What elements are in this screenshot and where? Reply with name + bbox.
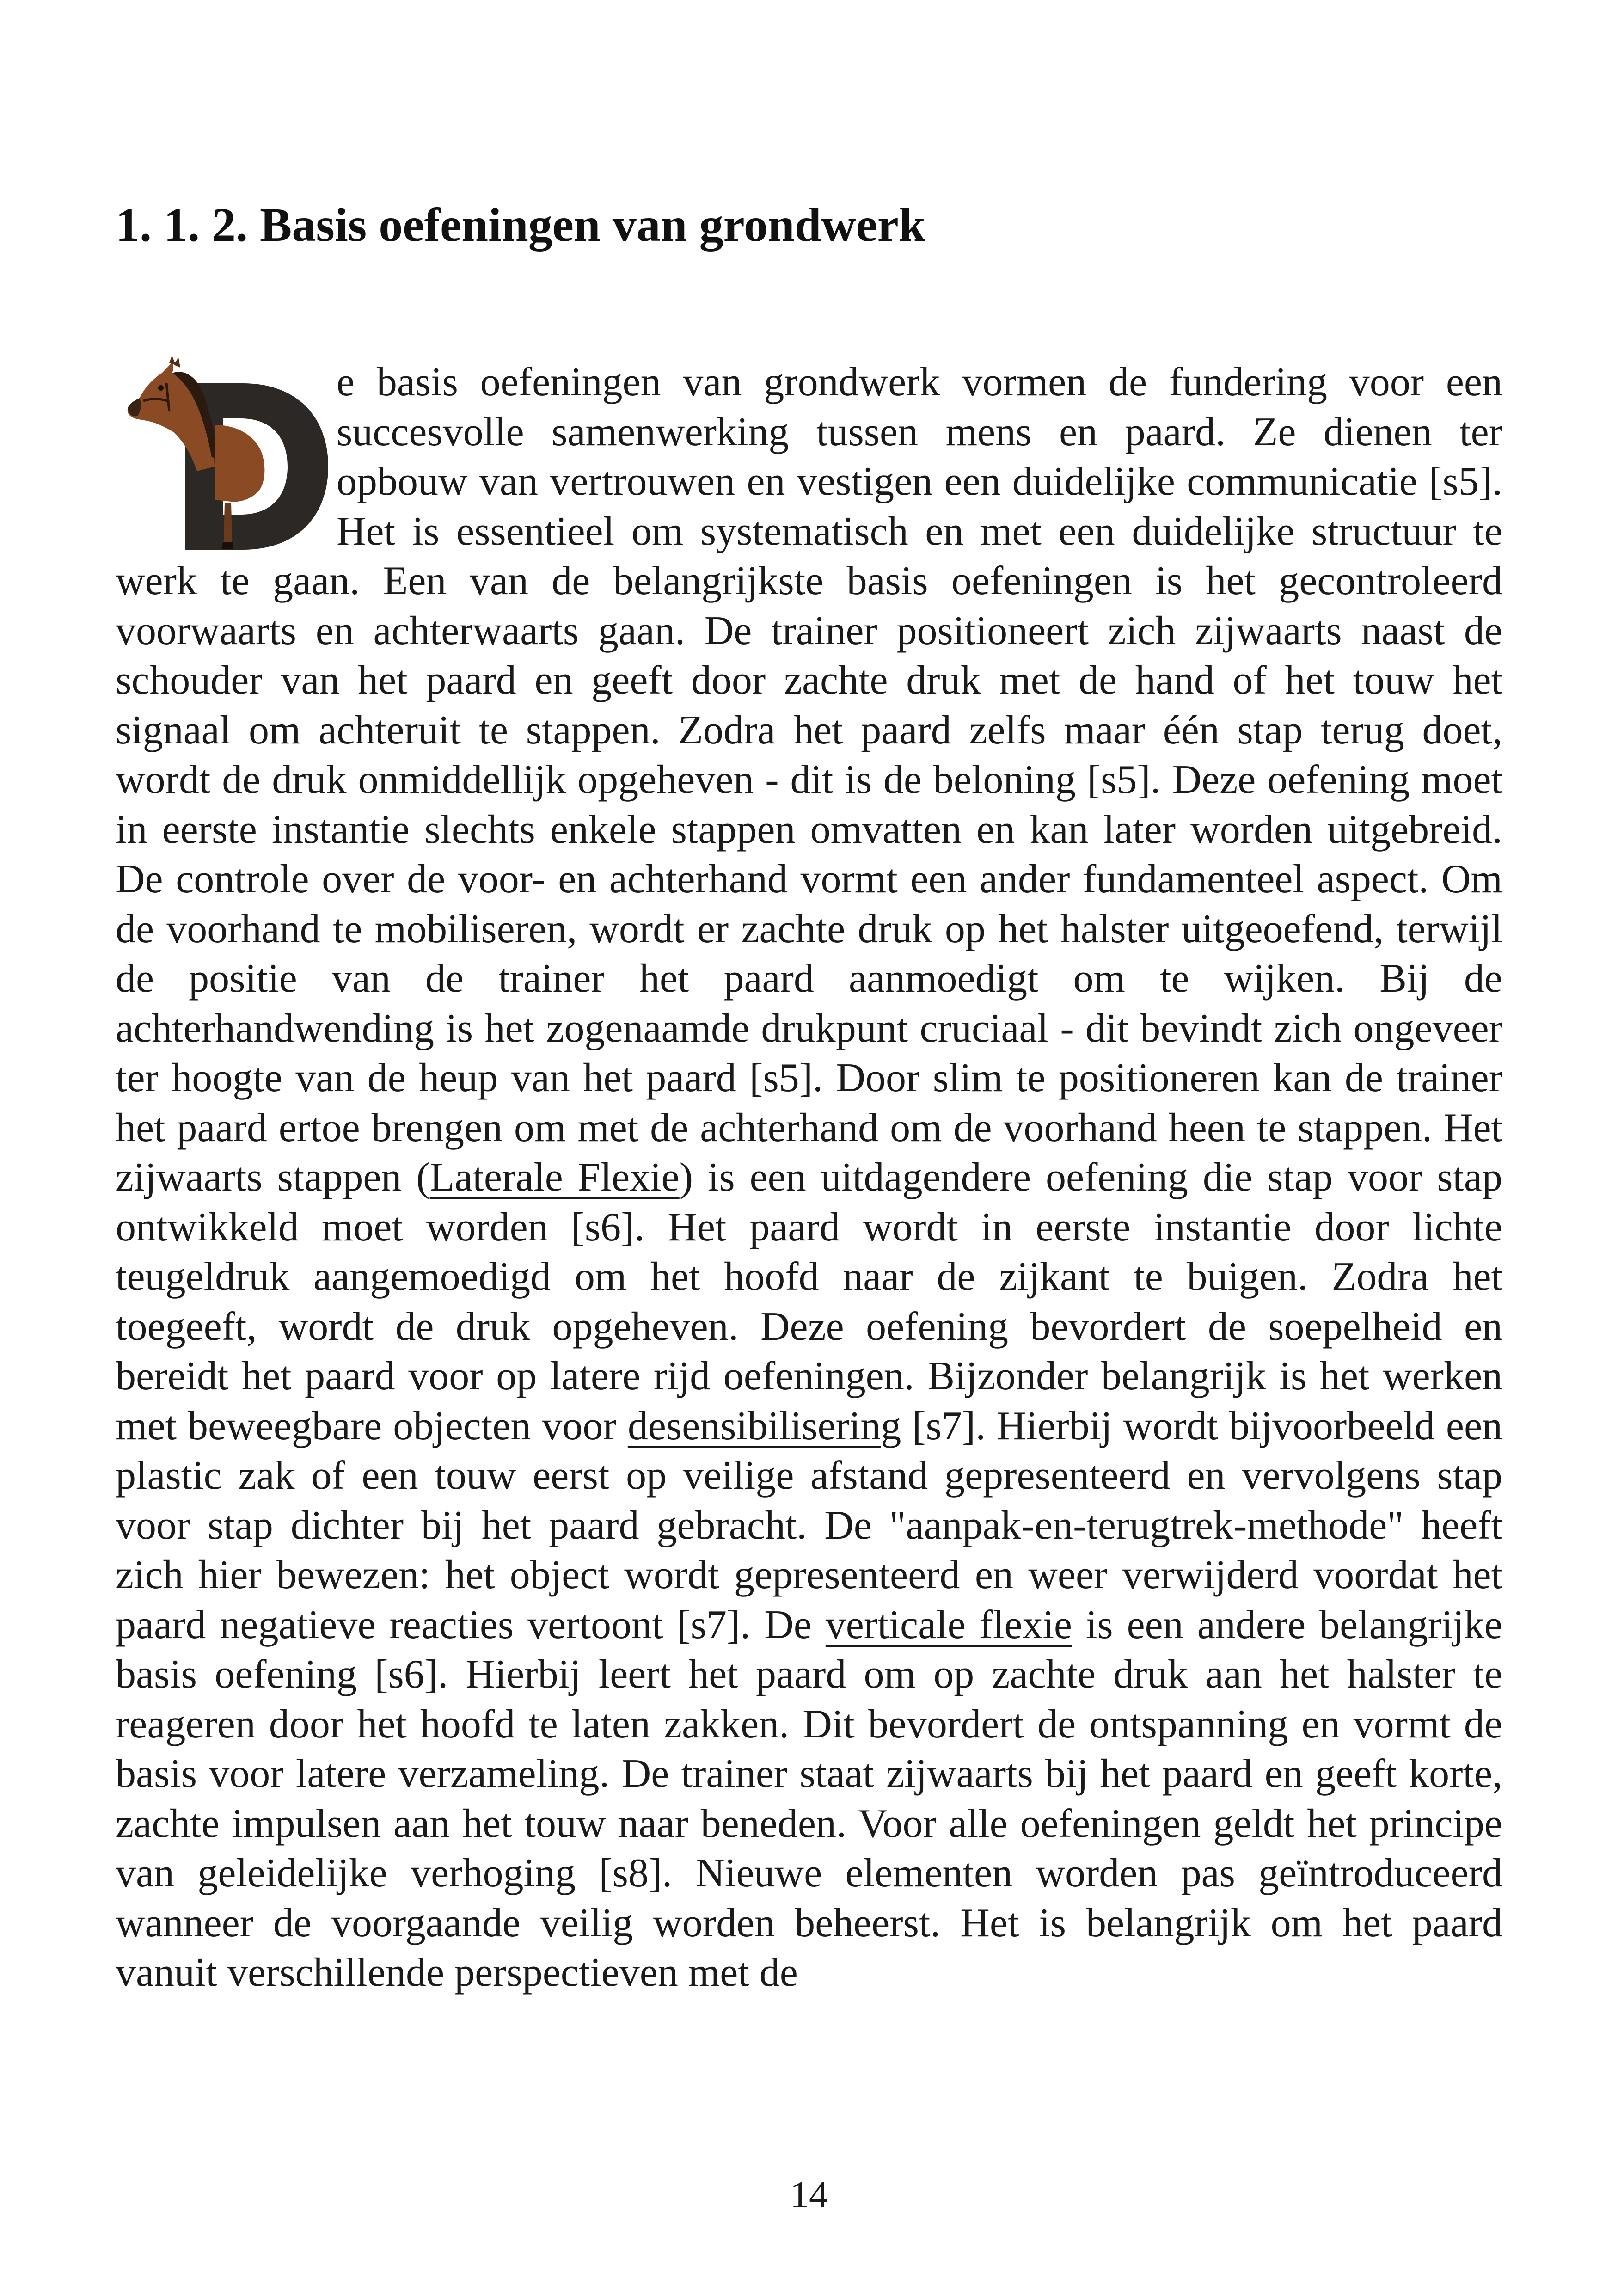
section-heading: 1. 1. 2. Basis oefeningen van grondwerk: [116, 198, 925, 252]
horse-illustration: [116, 356, 337, 551]
paragraph-text-4: is een andere belangrijke basis oefening [s6]. Hierbij leert het paard om op zachte druk aan het halster te reageren door het hoofd te laten zakken. Dit bevordert de ontspanning en vormt de basis voor latere verzameling. De trainer staat zijwaarts bij het paard en geeft korte, zachte impulsen aan het touw naar beneden. Voor alle oefeningen geldt het principe van geleidelijke verhoging [s8]. Nieuwe elementen worden pas geïntroduceerd wanneer de voorgaande veilig worden beheerst. Het is belangrijk om het paard vanuit verschillende perspectieven met de: [116, 1602, 1502, 1995]
desensibilisering-link[interactable]: desensibilisering: [627, 1403, 901, 1449]
body-paragraph: [116, 357, 1502, 1998]
laterale-flexie-link[interactable]: Laterale Flexie: [429, 1155, 680, 1200]
paragraph-text-3: [s7]. Hierbij wordt bijvoorbeeld een plastic zak of een touw eerst op veilige afstand gepresenteerd en vervolgens stap voor stap dichter bij het paard gebracht. De "aanpak-en-terugtrek-methode" heeft zich hier bewezen: het object wordt gepresenteerd en weer verwijderd voordat het paard negatieve reacties vertoont [s7]. De: [116, 1403, 1502, 1647]
dropcap-horse-letter: [116, 356, 337, 551]
paragraph-text-2: ) is een uitdagendere oefening die stap voor stap ontwikkeld moet worden [s6]. Het paard wordt in eerste instantie door lichte teugeldruk aangemoedigd om het hoofd naar de zijkant te buigen. Zodra het toegeeft, wordt de druk opgeheven. Deze oefening bevordert de soepelheid en bereidt het paard voor op latere rijd oefeningen. Bijzonder belangrijk is het werken met beweegbare objecten voor: [116, 1155, 1502, 1449]
page-number: 14: [790, 2173, 828, 2216]
paragraph-text-1: e basis oefeningen van grondwerk vormen de fundering voor een succesvolle samenwerking tussen mens en paard. Ze dienen ter opbouw van vertrouwen en vestigen een duidelijke communicatie [s5]. Het is essentieel om systematisch en met een duidelijke structuur te werk te gaan. Een van de belangrijkste basis oefeningen is het gecontroleerd voorwaarts en achterwaarts gaan. De trainer positioneert zich zijwaarts naast de schouder van het paard en geeft door zachte druk met de hand of het touw het signaal om achteruit te stappen. Zodra het paard zelfs maar één stap terug doet, wordt de druk onmiddellijk opgeheven - dit is de beloning [s5]. Deze oefening moet in eerste instantie slechts enkele stappen omvatten en kan later worden uitgebreid. De controle over de voor- en achterhand vormt een ander fundamenteel aspect. Om de voorhand te mobiliseren, wordt er zachte druk op het halster uitgeoefend, terwijl de positie van de trainer het paard aanmoedigt om te wijken. Bij de achterhandwending is het zogenaamde drukpunt cruciaal - dit bevindt zich ongeveer ter hoogte van de heup van het paard [s5]. Door slim te positioneren kan de trainer het paard ertoe brengen om met de achterhand om de voorhand heen te stappen. Het zijwaarts stappen (: [116, 360, 1502, 1200]
verticale-flexie-link[interactable]: verticale flexie: [825, 1602, 1072, 1647]
